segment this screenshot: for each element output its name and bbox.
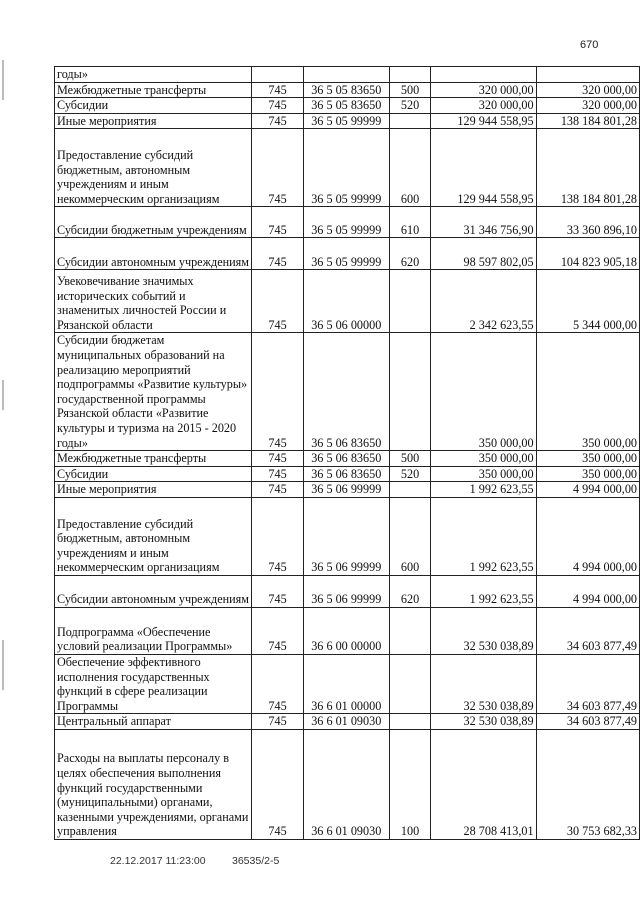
row-name-cell: Субсидии автономным учреждениям — [55, 575, 252, 607]
row-sum-2018-cell: 129 944 558,95 — [431, 113, 536, 129]
table-row — [55, 729, 640, 839]
row-sum-2018-cell: 1 992 623,55 — [431, 497, 536, 575]
row-name-cell: Иные мероприятия — [55, 113, 252, 129]
row-csr-cell: 36 5 06 83650 — [303, 466, 389, 482]
row-name-cell: Расходы на выплаты персоналу в целях обеспечения выполнения функций государственными (муниципальными) органами, казенными учреждениями, органами управления — [55, 729, 252, 839]
row-ved-cell: 745 — [252, 82, 304, 98]
row-name-cell: Обеспечение эффективного исполнения государственных функций в сфере реализации Программы — [55, 654, 252, 713]
row-name-cell: Предоставление субсидий бюджетным, автономным учреждениям и иным некоммерческим организациям — [55, 497, 252, 575]
row-sum-2019-cell: 4 994 000,00 — [536, 482, 639, 498]
row-sum-2018-cell: 350 000,00 — [431, 333, 536, 451]
row-vr-cell: 620 — [389, 238, 431, 270]
row-name-cell: Субсидии бюджетам муниципальных образований на реализацию мероприятий подпрограммы «Развитие культуры» государственной программы Рязанской области «Развитие культуры и туризма на 2015 - 2020 годы» — [55, 333, 252, 451]
row-sum-2019-cell: 350 000,00 — [536, 451, 639, 467]
row-sum-2019-cell: 4 994 000,00 — [536, 497, 639, 575]
table-row — [55, 482, 640, 498]
row-vr-cell: 620 — [389, 575, 431, 607]
binding-mark — [2, 380, 4, 410]
row-name-cell: Субсидии автономным учреждениям — [55, 238, 252, 270]
table-row — [55, 113, 640, 129]
row-sum-2018-cell: 31 346 756,90 — [431, 207, 536, 238]
row-sum-2018-cell: 98 597 802,05 — [431, 238, 536, 270]
row-sum-2019-cell: 34 603 877,49 — [536, 654, 639, 713]
row-sum-2019-cell: 4 994 000,00 — [536, 575, 639, 607]
row-vr-cell: 610 — [389, 207, 431, 238]
table-row — [55, 333, 640, 451]
row-ved-cell: 745 — [252, 207, 304, 238]
row-name-cell: Иные мероприятия — [55, 482, 252, 498]
row-sum-2019-cell: 5 344 000,00 — [536, 270, 639, 333]
row-ved-cell: 745 — [252, 451, 304, 467]
row-sum-2019-cell: 104 823 905,18 — [536, 238, 639, 270]
row-csr-cell: 36 6 00 00000 — [303, 607, 389, 654]
row-vr-cell — [389, 113, 431, 129]
row-sum-2018-cell: 1 992 623,55 — [431, 482, 536, 498]
row-ved-cell: 745 — [252, 238, 304, 270]
row-ved-cell: 745 — [252, 129, 304, 207]
row-ved-cell: 745 — [252, 497, 304, 575]
table-row — [55, 575, 640, 607]
table-body — [55, 67, 640, 840]
row-csr-cell: 36 5 06 83650 — [303, 451, 389, 467]
row-csr-cell: 36 5 06 99999 — [303, 482, 389, 498]
row-sum-2018-cell: 2 342 623,55 — [431, 270, 536, 333]
row-csr-cell: 36 6 01 09030 — [303, 729, 389, 839]
row-vr-cell: 600 — [389, 497, 431, 575]
table-row — [55, 98, 640, 114]
row-ved-cell: 745 — [252, 654, 304, 713]
row-csr-cell: 36 5 05 99999 — [303, 113, 389, 129]
row-ved-cell: 745 — [252, 270, 304, 333]
row-sum-2018-cell — [431, 67, 536, 83]
row-sum-2018-cell: 28 708 413,01 — [431, 729, 536, 839]
row-sum-2019-cell: 320 000,00 — [536, 82, 639, 98]
row-csr-cell: 36 5 06 83650 — [303, 333, 389, 451]
row-csr-cell: 36 5 06 99999 — [303, 497, 389, 575]
row-ved-cell: 745 — [252, 98, 304, 114]
row-csr-cell: 36 5 06 00000 — [303, 270, 389, 333]
row-ved-cell: 745 — [252, 714, 304, 730]
table-row — [55, 270, 640, 333]
row-name-cell: Предоставление субсидий бюджетным, автономным учреждениям и иным некоммерческим организациям — [55, 129, 252, 207]
row-name-cell: Межбюджетные трансферты — [55, 82, 252, 98]
row-ved-cell: 745 — [252, 729, 304, 839]
row-vr-cell — [389, 270, 431, 333]
table-row — [55, 451, 640, 467]
row-name-cell: Увековечивание значимых исторических событий и знаменитых личностей России и Рязанской области — [55, 270, 252, 333]
row-csr-cell: 36 5 05 99999 — [303, 207, 389, 238]
page-number: 670 — [580, 39, 599, 51]
row-vr-cell: 100 — [389, 729, 431, 839]
row-sum-2018-cell: 350 000,00 — [431, 466, 536, 482]
row-vr-cell — [389, 607, 431, 654]
table-row — [55, 714, 640, 730]
row-name-cell: Субсидии — [55, 98, 252, 114]
row-name-cell: Межбюджетные трансферты — [55, 451, 252, 467]
table-row — [55, 607, 640, 654]
row-sum-2019-cell: 320 000,00 — [536, 98, 639, 114]
row-ved-cell: 745 — [252, 575, 304, 607]
row-vr-cell: 520 — [389, 466, 431, 482]
budget-table — [54, 66, 640, 840]
row-sum-2018-cell: 1 992 623,55 — [431, 575, 536, 607]
row-vr-cell: 500 — [389, 451, 431, 467]
row-vr-cell: 500 — [389, 82, 431, 98]
row-name-cell: Субсидии — [55, 466, 252, 482]
row-sum-2019-cell: 34 603 877,49 — [536, 607, 639, 654]
row-name-cell: Подпрограмма «Обеспечение условий реализации Программы» — [55, 607, 252, 654]
table-row — [55, 82, 640, 98]
row-vr-cell — [389, 482, 431, 498]
row-sum-2018-cell: 320 000,00 — [431, 98, 536, 114]
row-sum-2018-cell: 350 000,00 — [431, 451, 536, 467]
row-name-cell: Субсидии бюджетным учреждениям — [55, 207, 252, 238]
row-sum-2018-cell: 32 530 038,89 — [431, 654, 536, 713]
row-vr-cell — [389, 333, 431, 451]
row-vr-cell — [389, 654, 431, 713]
table-row — [55, 129, 640, 207]
footer-datetime: 22.12.2017 11:23:00 — [110, 855, 206, 867]
row-sum-2019-cell: 350 000,00 — [536, 333, 639, 451]
row-csr-cell: 36 5 05 99999 — [303, 238, 389, 270]
row-csr-cell: 36 5 05 83650 — [303, 98, 389, 114]
row-vr-cell: 520 — [389, 98, 431, 114]
binding-mark — [2, 640, 4, 690]
footer-doc-number: 36535/2-5 — [232, 855, 280, 867]
row-csr-cell: 36 5 06 99999 — [303, 575, 389, 607]
table-row — [55, 67, 640, 83]
row-vr-cell — [389, 67, 431, 83]
row-sum-2019-cell: 30 753 682,33 — [536, 729, 639, 839]
row-csr-cell: 36 5 05 99999 — [303, 129, 389, 207]
row-name-cell: годы» — [55, 67, 252, 83]
row-ved-cell: 745 — [252, 113, 304, 129]
table-row — [55, 466, 640, 482]
row-ved-cell: 745 — [252, 482, 304, 498]
row-vr-cell: 600 — [389, 129, 431, 207]
row-sum-2019-cell: 33 360 896,10 — [536, 207, 639, 238]
table-row — [55, 207, 640, 238]
table-row — [55, 654, 640, 713]
row-ved-cell: 745 — [252, 333, 304, 451]
row-sum-2019-cell: 350 000,00 — [536, 466, 639, 482]
row-csr-cell — [303, 67, 389, 83]
binding-mark — [2, 60, 4, 100]
table-row — [55, 238, 640, 270]
row-csr-cell: 36 6 01 09030 — [303, 714, 389, 730]
row-csr-cell: 36 6 01 00000 — [303, 654, 389, 713]
row-sum-2019-cell: 138 184 801,28 — [536, 113, 639, 129]
row-sum-2018-cell: 32 530 038,89 — [431, 607, 536, 654]
row-sum-2018-cell: 32 530 038,89 — [431, 714, 536, 730]
row-sum-2018-cell: 129 944 558,95 — [431, 129, 536, 207]
row-ved-cell: 745 — [252, 466, 304, 482]
row-sum-2019-cell — [536, 67, 639, 83]
row-ved-cell — [252, 67, 304, 83]
row-sum-2018-cell: 320 000,00 — [431, 82, 536, 98]
row-csr-cell: 36 5 05 83650 — [303, 82, 389, 98]
row-sum-2019-cell: 138 184 801,28 — [536, 129, 639, 207]
row-name-cell: Центральный аппарат — [55, 714, 252, 730]
row-ved-cell: 745 — [252, 607, 304, 654]
row-vr-cell — [389, 714, 431, 730]
table-row — [55, 497, 640, 575]
row-sum-2019-cell: 34 603 877,49 — [536, 714, 639, 730]
